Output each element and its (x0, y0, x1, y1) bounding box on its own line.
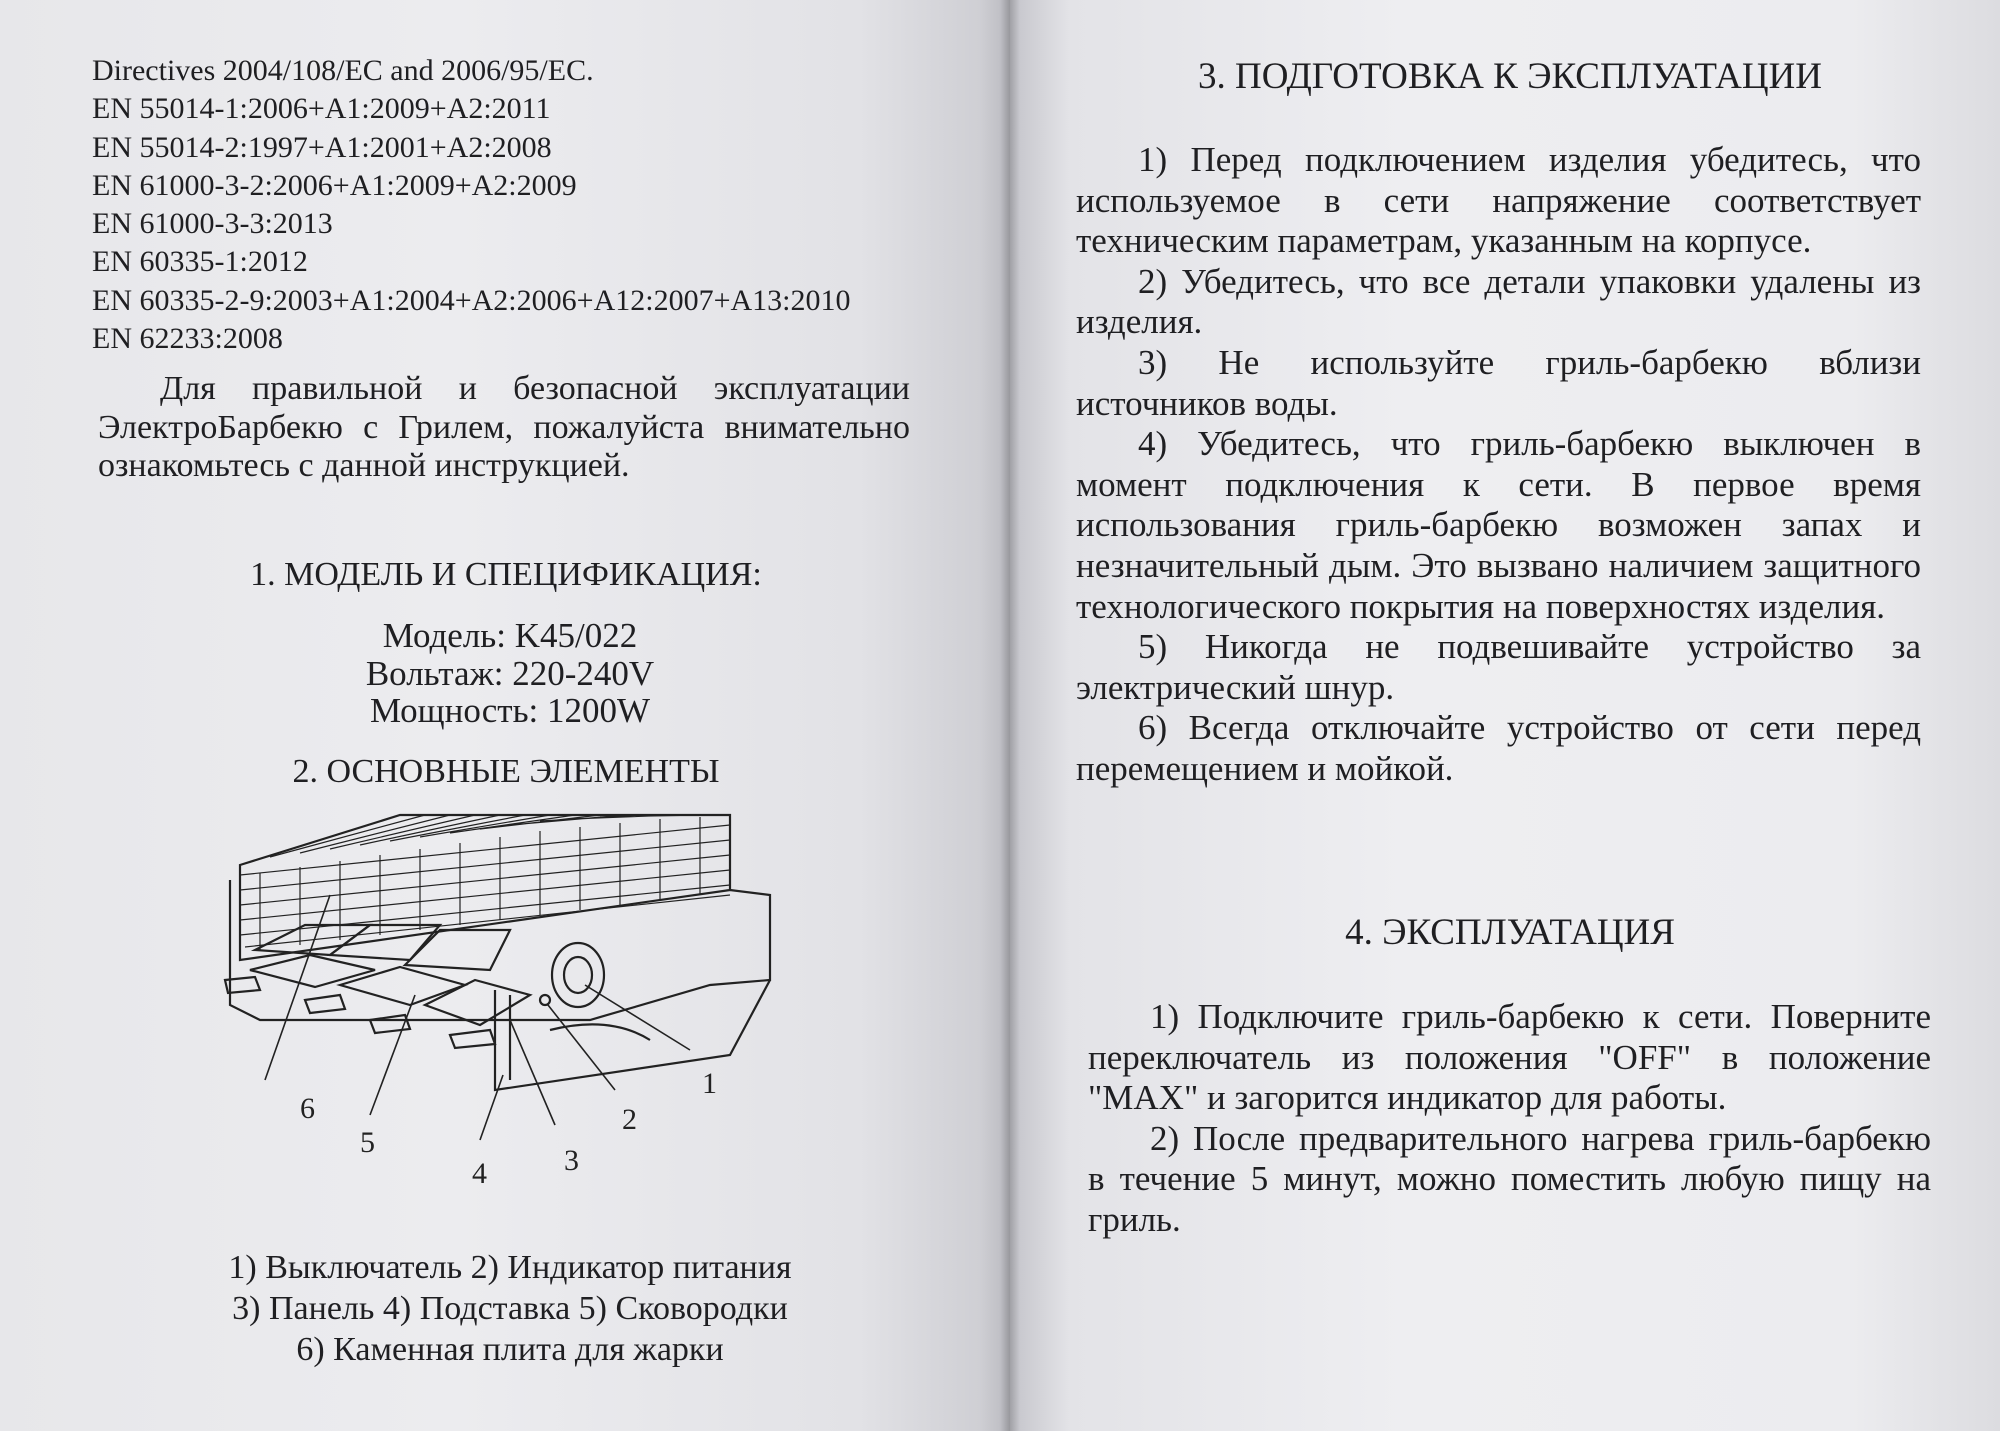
pan-3 (405, 930, 510, 970)
directives-list (92, 52, 952, 358)
section3-item: 4) Убедитесь, что гриль-барбекю выключен в момент подключения к сети. В первое время использования гриль-барбекю возможен запах и незначительный дым. Это вызвано наличием защитного технологического покрытия на поверхностях изделия. (1076, 424, 1921, 626)
directive-line: EN 55014-2:1997+A1:2001+A2:2008 (92, 130, 552, 164)
section1-heading: 1. МОДЕЛЬ И СПЕЦИФИКАЦИЯ: (250, 556, 762, 593)
legend-line: 1) Выключатель 2) Индикатор питания (228, 1249, 792, 1286)
directive-line: EN 60335-1:2012 (92, 245, 308, 279)
section4-item: 1) Подключите гриль-барбекю к сети. Поверните переключатель из положения "OFF" в положение "MAX" и загорится индикатор для работы. (1088, 997, 1931, 1118)
pan-5 (340, 967, 465, 1005)
section3-item: 6) Всегда отключайте устройство от сети перед перемещением и мойкой. (1076, 708, 1921, 788)
callout-1: 1 (702, 1067, 717, 1100)
book-gutter (1000, 0, 1020, 1431)
section3-heading: 3. ПОДГОТОВКА К ЭКСПЛУАТАЦИИ (1197, 56, 1823, 97)
callout-4: 4 (472, 1157, 487, 1190)
pan-4 (250, 955, 375, 987)
section3-item: 1) Перед подключением изделия убедитесь, что используемое в сети напряжение соответствует техническим параметрам, указанным на корпусе. (1076, 140, 1921, 261)
section4-list (1088, 997, 1931, 1241)
legend-line: 6) Каменная плита для жарки (296, 1331, 724, 1368)
pan-2 (330, 925, 440, 960)
directive-line: EN 61000-3-2:2006+A1:2009+A2:2009 (92, 168, 577, 202)
section3-item: 5) Никогда не подвешивайте устройство за электрический шнур. (1076, 627, 1921, 707)
section3-item: 2) Убедитесь, что все детали упаковки удалены из изделия. (1076, 261, 1921, 342)
legend-line: 3) Панель 4) Подставка 5) Сковородки (232, 1290, 788, 1327)
spec-model: Модель: K45/022 (382, 616, 638, 655)
section2-heading: 2. ОСНОВНЫЕ ЭЛЕМЕНТЫ (292, 753, 720, 790)
callout-3: 3 (564, 1144, 579, 1177)
intro-text: Для правильной и безопасной эксплуатации ЭлектроБарбекю с Грилем, пожалуйста внимательно ознакомьтесь с данной инструкцией. (98, 370, 910, 484)
callout-5: 5 (360, 1126, 375, 1159)
section3-list (1076, 140, 1921, 790)
directive-line: EN 62233:2008 (92, 322, 283, 356)
section3-item: 3) Не используйте гриль-барбекю вблизи источников воды. (1076, 342, 1921, 423)
directive-line: EN 61000-3-3:2013 (92, 207, 333, 241)
spec-power: Мощность: 1200W (369, 691, 651, 730)
directive-line: EN 55014-1:2006+A1:2009+A2:2011 (92, 92, 551, 126)
grill-plate-outline (240, 815, 730, 960)
pan-6 (425, 980, 530, 1025)
power-indicator (540, 995, 550, 1005)
spec-voltage: Вольтаж: 220-240V (365, 653, 655, 693)
front-panel (495, 980, 770, 1090)
section4-heading: 4. ЭКСПЛУАТАЦИЯ (1345, 912, 1675, 953)
directive-line: EN 60335-2-9:2003+A1:2004+A2:2006+A12:2007+A13:2010 (92, 283, 851, 317)
thermostat-dial (552, 943, 604, 1007)
parts-legend (140, 1247, 880, 1370)
intro-paragraph (98, 370, 910, 486)
section4-item: 2) После предварительного нагрева гриль-барбекю в течение 5 минут, можно поместить любую пищу на гриль. (1088, 1118, 1931, 1239)
raclette-grill-diagram (210, 795, 830, 1235)
directive-line: Directives 2004/108/EC and 2006/95/EC. (92, 54, 594, 87)
callout-6: 6 (300, 1092, 315, 1125)
specifications (100, 617, 920, 730)
callout-2: 2 (622, 1103, 637, 1136)
